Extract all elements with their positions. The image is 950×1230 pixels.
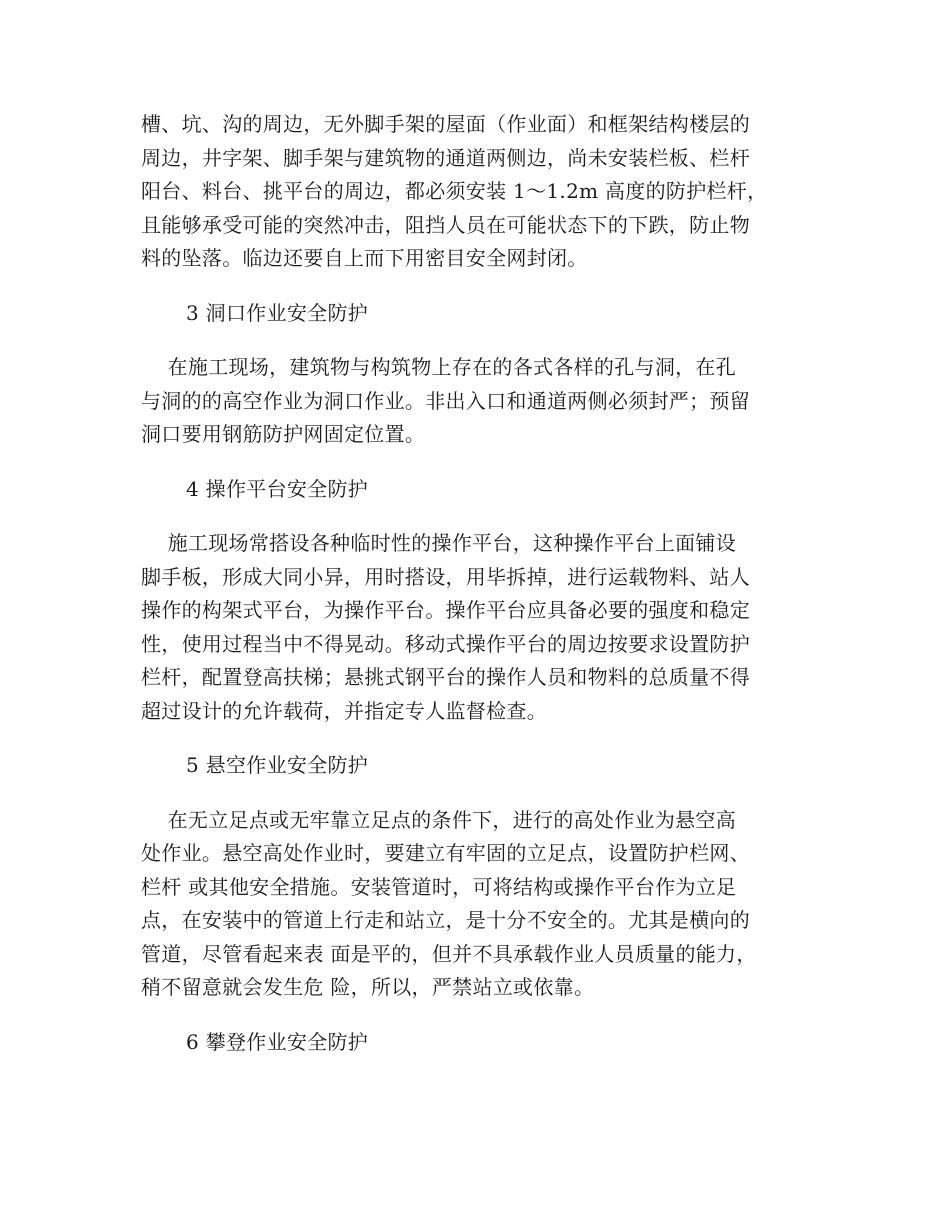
- paragraph-gap: [141, 728, 816, 749]
- text-line: 且能够承受可能的突然冲击，阻挡人员在可能状态下的下跌，防止物: [141, 212, 750, 237]
- section-heading-5: 5 悬空作业安全防护: [186, 753, 369, 777]
- text-line: 管道，尽管看起来表 面是平的，但并不具承载作业人员质量的能力，: [141, 941, 757, 966]
- section-heading-6: 6 攀登作业安全防护: [186, 1029, 369, 1054]
- text-line: 施工现场常搭设各种临时性的操作平台，这种操作平台上面铺设: [141, 531, 737, 555]
- section-heading-3: 3 洞口作业安全防护: [186, 300, 369, 325]
- paragraph-gap: [141, 506, 816, 527]
- text-line: 在无立足点或无牢靠立足点的条件下，进行的高处作业为悬空高: [141, 807, 737, 832]
- paragraph-gap: [141, 276, 816, 297]
- text-line: 性，使用过程当中不得晃动。移动式操作平台的周边按要求设置防护: [141, 631, 750, 656]
- text-line: 操作的构架式平台，为操作平台。操作平台应具备必要的强度和稳定: [141, 598, 750, 622]
- paragraph-gap: [141, 783, 816, 804]
- paragraph-suspended-protection: [141, 804, 816, 1005]
- paragraph-opening-protection: [141, 351, 816, 452]
- text-line: 脚手板，形成大同小异，用时搭设，用毕拆掉，进行运载物料、站人: [141, 564, 750, 589]
- section-heading-4: 4 操作平台安全防护: [186, 476, 369, 501]
- document-page: [141, 108, 816, 1059]
- paragraph-gap: [141, 452, 816, 473]
- text-line: 点，在安装中的管道上行走和站立，是十分不安全的。尤其是横向的: [141, 908, 750, 932]
- paragraph-edge-protection: [141, 108, 816, 276]
- text-line: 栏杆，配置登高扶梯；悬挑式钢平台的操作人员和物料的总质量不得: [141, 665, 750, 689]
- paragraph-gap: [141, 330, 816, 351]
- text-line: 周边，井字架、脚手架与建筑物的通道两侧边，尚未安装栏板、栏杆: [141, 145, 750, 170]
- text-line: 处作业。悬空高处作业时，要建立有牢固的立足点，设置防护栏网、: [141, 841, 750, 865]
- text-line: 阳台、料台、挑平台的周边，都必须安装 1～1.2m 高度的防护栏杆，: [141, 179, 768, 203]
- text-line: 料的坠落。临边还要自上而下用密目安全网封闭。: [141, 246, 588, 270]
- text-line: 在施工现场，建筑物与构筑物上存在的各式各样的孔与洞，在孔: [141, 355, 737, 379]
- text-line: 超过设计的允许载荷，并指定专人监督检查。: [141, 698, 547, 723]
- paragraph-platform-protection: [141, 527, 816, 728]
- text-line: 与洞的的高空作业为洞口作业。非出入口和通道两侧必须封严；预留: [141, 388, 750, 413]
- text-line: 槽、坑、沟的周边，无外脚手架的屋面（作业面）和框架结构楼层的: [141, 112, 750, 136]
- text-line: 栏杆 或其他安全措施。安装管道时，可将结构或操作平台作为立足: [141, 874, 737, 899]
- text-line: 稍不留意就会发生危 险，所以，严禁站立或依靠。: [141, 975, 595, 999]
- text-line: 洞口要用钢筋防护网固定位置。: [141, 422, 426, 446]
- paragraph-gap: [141, 1005, 816, 1026]
